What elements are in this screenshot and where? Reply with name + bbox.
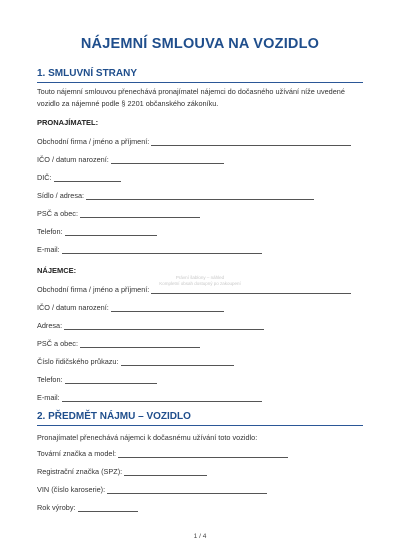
fill-line[interactable] [86, 192, 314, 200]
field-label: E-mail: [37, 245, 60, 254]
field-label: Číslo řidičského průkazu: [37, 357, 119, 366]
vehicle-plate-field[interactable] [37, 467, 207, 477]
tenant-license-field[interactable] [37, 357, 234, 367]
fill-line[interactable] [80, 340, 200, 348]
field-label: Telefon: [37, 227, 63, 236]
vehicle-model-field[interactable] [37, 449, 288, 459]
fill-line[interactable] [78, 504, 138, 512]
field-label: Obchodní firma / jméno a příjmení: [37, 285, 150, 294]
landlord-name-field[interactable] [37, 137, 351, 147]
tenant-email-field[interactable] [37, 393, 262, 403]
tenant-heading: NÁJEMCE: [37, 266, 77, 275]
fill-line[interactable] [118, 450, 288, 458]
section-2-heading: 2. PŘEDMĚT NÁJMU – VOZIDLO [37, 411, 191, 422]
vehicle-vin-field[interactable] [37, 485, 267, 495]
fill-line[interactable] [62, 246, 262, 254]
field-label: Rok výroby: [37, 503, 76, 512]
field-label: Tovární značka a model: [37, 449, 117, 458]
fill-line[interactable] [54, 174, 121, 182]
landlord-id-field[interactable] [37, 155, 224, 165]
landlord-address-field[interactable] [37, 191, 314, 201]
landlord-phone-field[interactable] [37, 227, 157, 237]
fill-line[interactable] [111, 304, 224, 312]
intro-line-1: Touto nájemní smlouvou přenechává pronajímatel nájemci do dočasného užívání níže uvedené [37, 87, 345, 96]
field-label: VIN (číslo karoserie): [37, 485, 106, 494]
landlord-heading: PRONAJÍMATEL: [37, 118, 99, 127]
field-label: Registrační značka (SPZ): [37, 467, 123, 476]
tenant-phone-field[interactable] [37, 375, 157, 385]
fill-line[interactable] [65, 228, 157, 236]
field-label: DIČ: [37, 173, 52, 182]
section-1-heading: 1. SMLUVNÍ STRANY [37, 68, 138, 79]
field-label: PSČ a obec: [37, 209, 78, 218]
fill-line[interactable] [121, 358, 234, 366]
section-1-intro [37, 86, 363, 109]
page-number: 1 / 4 [193, 533, 207, 540]
section-2-divider [37, 425, 363, 426]
watermark-line-1: Právní šablony – náhled [175, 275, 225, 280]
document-title: NÁJEMNÍ SMLOUVA NA VOZIDLO [80, 36, 320, 52]
field-label: E-mail: [37, 393, 60, 402]
field-label: Telefon: [37, 375, 63, 384]
fill-line[interactable] [80, 210, 200, 218]
field-label: Adresa: [37, 321, 63, 330]
field-label: IČO / datum narození: [37, 303, 109, 312]
tenant-name-field[interactable] [37, 285, 351, 295]
vehicle-year-field[interactable] [37, 503, 138, 513]
fill-line[interactable] [111, 156, 224, 164]
field-label: IČO / datum narození: [37, 155, 109, 164]
watermark-line-2: Kompletní obsah dostupný po zakoupení [159, 281, 241, 286]
field-label: Sídlo / adresa: [37, 191, 85, 200]
tenant-id-field[interactable] [37, 303, 224, 313]
landlord-zip-field[interactable] [37, 209, 200, 219]
fill-line[interactable] [151, 138, 351, 146]
landlord-email-field[interactable] [37, 245, 262, 255]
fill-line[interactable] [64, 322, 264, 330]
fill-line[interactable] [65, 376, 157, 384]
field-label: Obchodní firma / jméno a příjmení: [37, 137, 150, 146]
section-1-divider [37, 82, 363, 83]
intro-line-2: vozidlo za nájemné podle § 2201 občanského zákoníku. [37, 98, 219, 108]
field-label: PSČ a obec: [37, 339, 78, 348]
tenant-address-field[interactable] [37, 321, 264, 331]
landlord-vat-field[interactable] [37, 173, 121, 183]
section-2-intro: Pronajímatel přenechává nájemci k dočasnému užívání toto vozidlo: [37, 433, 258, 442]
fill-line[interactable] [107, 486, 267, 494]
fill-line[interactable] [151, 286, 351, 294]
fill-line[interactable] [124, 468, 207, 476]
tenant-zip-field[interactable] [37, 339, 200, 349]
fill-line[interactable] [62, 394, 262, 402]
